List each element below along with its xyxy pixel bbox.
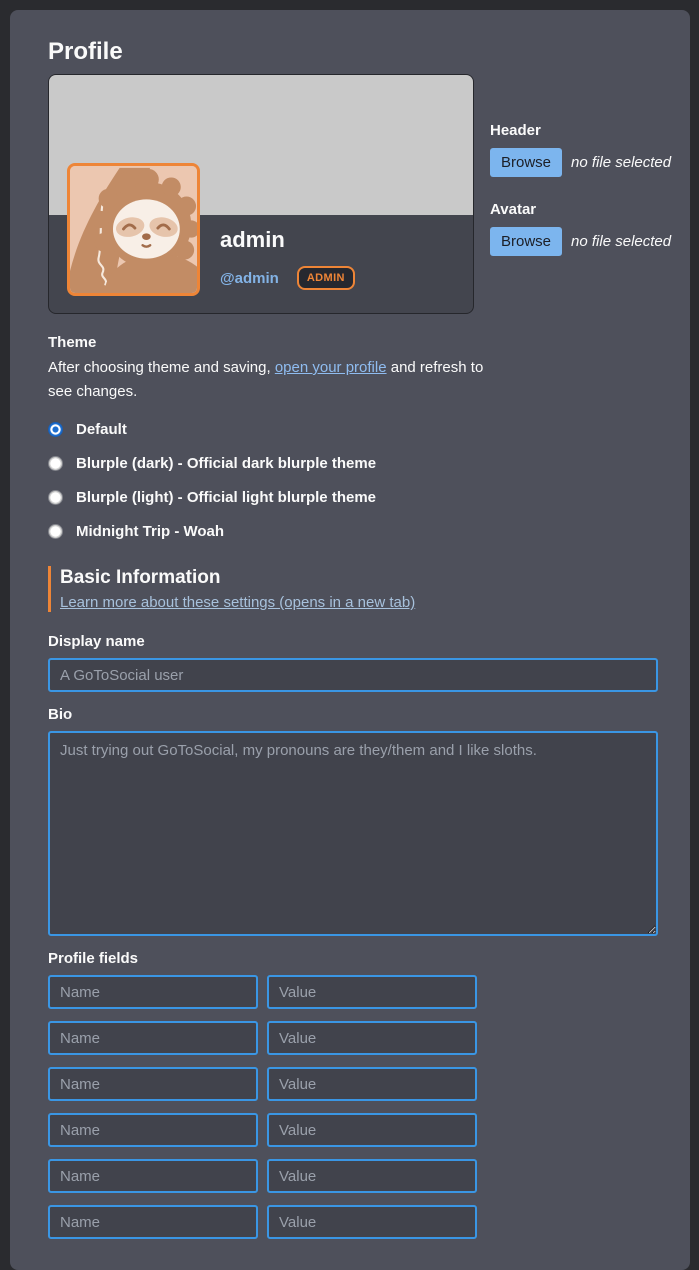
theme-option-label: Midnight Trip - Woah — [76, 523, 225, 540]
file-upload-column — [490, 74, 671, 314]
profile-field-value-input-5[interactable] — [267, 1205, 477, 1239]
theme-description — [48, 356, 493, 404]
theme-option-label: Default — [76, 421, 127, 438]
header-upload-label: Header — [490, 122, 541, 139]
open-your-profile-link[interactable]: open your profile — [274, 359, 387, 376]
profile-fields-list — [48, 975, 658, 1239]
theme-option-2[interactable] — [48, 489, 658, 506]
profile-field-name-input-5[interactable] — [48, 1205, 258, 1239]
profile-identity — [220, 227, 355, 290]
profile-field-row-3 — [48, 1113, 658, 1147]
theme-description-text-after: and refresh to see changes. — [48, 359, 488, 400]
profile-top-row — [48, 74, 672, 314]
profile-settings-panel — [10, 10, 690, 1270]
avatar — [67, 163, 200, 296]
profile-field-value-input-0[interactable] — [267, 975, 477, 1009]
profile-field-row-4 — [48, 1159, 658, 1193]
basic-information-heading: Basic Information — [60, 567, 221, 588]
display-name-label: Display name — [48, 633, 145, 650]
theme-option-label: Blurple (dark) - Official dark blurple theme — [76, 455, 377, 472]
profile-field-value-input-1[interactable] — [267, 1021, 477, 1055]
profile-fields-label: Profile fields — [48, 950, 139, 967]
preview-username: @admin — [220, 269, 279, 287]
avatar-file-status: no file selected — [571, 233, 672, 250]
display-name-input[interactable] — [48, 658, 658, 692]
avatar-browse-button[interactable]: Browse — [490, 227, 562, 256]
radio-selected-icon[interactable] — [48, 422, 63, 437]
page-title: Profile — [48, 38, 123, 65]
header-file-status: no file selected — [571, 154, 672, 171]
theme-option-0[interactable] — [48, 421, 658, 438]
theme-option-1[interactable] — [48, 455, 658, 472]
sloth-avatar-image — [70, 166, 197, 293]
profile-field-name-input-4[interactable] — [48, 1159, 258, 1193]
profile-field-row-2 — [48, 1067, 658, 1101]
theme-options — [48, 421, 658, 540]
profile-field-row-1 — [48, 1021, 658, 1055]
profile-field-name-input-0[interactable] — [48, 975, 258, 1009]
profile-field-value-input-4[interactable] — [267, 1159, 477, 1193]
bio-textarea[interactable] — [48, 731, 658, 936]
theme-option-label: Blurple (light) - Official light blurple theme — [76, 489, 376, 506]
radio-unselected-icon[interactable] — [48, 490, 63, 505]
avatar-upload-label: Avatar — [490, 201, 537, 218]
profile-preview-card — [48, 74, 474, 314]
admin-role-badge: ADMIN — [297, 266, 355, 290]
profile-field-name-input-1[interactable] — [48, 1021, 258, 1055]
preview-display-name: admin — [220, 227, 285, 252]
profile-field-row-0 — [48, 975, 658, 1009]
bio-field — [48, 706, 658, 936]
profile-field-name-input-2[interactable] — [48, 1067, 258, 1101]
profile-field-value-input-3[interactable] — [267, 1113, 477, 1147]
theme-label: Theme — [48, 334, 97, 351]
theme-option-3[interactable] — [48, 523, 658, 540]
profile-fields-section — [48, 950, 658, 1239]
header-browse-button[interactable]: Browse — [490, 148, 562, 177]
theme-description-text: After choosing theme and saving, — [48, 359, 275, 376]
profile-field-name-input-3[interactable] — [48, 1113, 258, 1147]
radio-unselected-icon[interactable] — [48, 524, 63, 539]
learn-more-link[interactable]: Learn more about these settings (opens in a new tab) — [60, 594, 416, 611]
theme-section — [48, 334, 658, 540]
profile-field-row-5 — [48, 1205, 658, 1239]
radio-unselected-icon[interactable] — [48, 456, 63, 471]
avatar-upload-group — [490, 201, 671, 256]
bio-label: Bio — [48, 706, 73, 723]
profile-field-value-input-2[interactable] — [267, 1067, 477, 1101]
display-name-field — [48, 633, 658, 692]
basic-information-section-header — [48, 566, 658, 612]
header-upload-group — [490, 122, 671, 177]
